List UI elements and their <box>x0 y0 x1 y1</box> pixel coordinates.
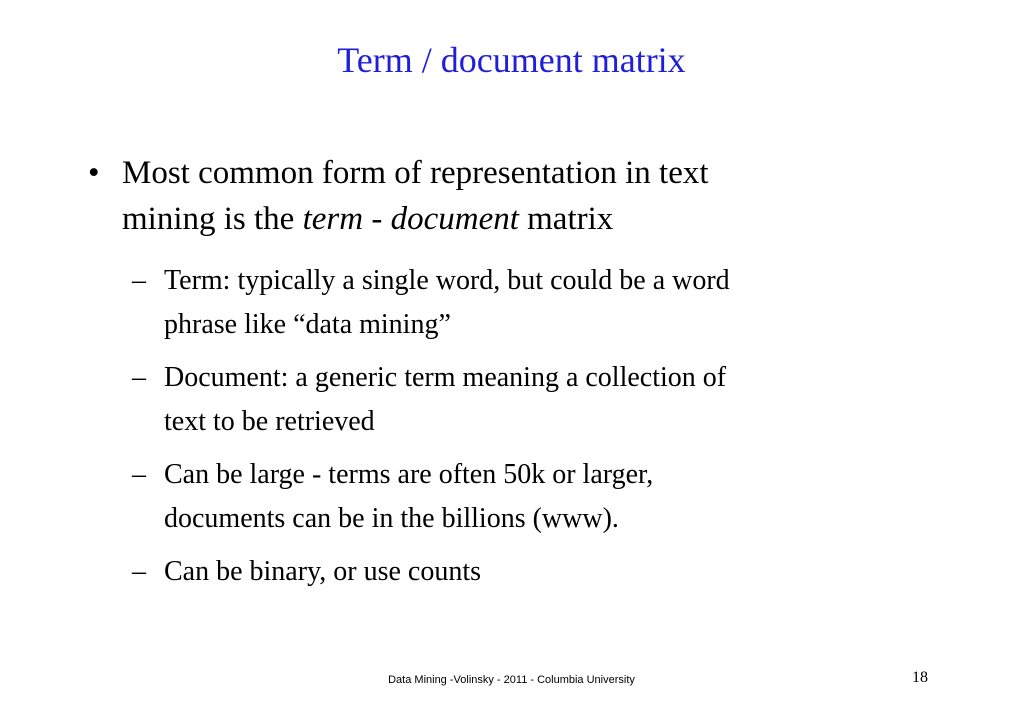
sub-bullet-line2: text to be retrieved <box>164 406 375 437</box>
sub-bullet-size <box>132 453 922 541</box>
sub-bullet-text <box>164 453 922 541</box>
dash-marker: – <box>132 265 146 296</box>
slide-title: Term / document matrix <box>337 40 686 80</box>
main-bullet-separator: - <box>363 201 391 237</box>
sub-bullet-document <box>132 356 922 444</box>
sub-bullet-line2: phrase like “data mining” <box>164 309 451 340</box>
sub-bullet-line1: Can be large - terms are often 50k or larger, <box>164 459 654 490</box>
sub-bullet-line1: Term: typically a single word, but could be a word <box>164 265 730 296</box>
sub-bullet-line2: documents can be in the billions (www). <box>164 503 619 534</box>
sub-bullet-line1: Document: a generic term meaning a collection of <box>164 362 727 393</box>
sub-bullet-term <box>132 259 922 347</box>
dash-marker: – <box>132 459 146 490</box>
sub-bullet-line1: Can be binary, or use counts <box>164 556 481 587</box>
slide-footer: Data Mining -Volinsky - 2011 - Columbia University <box>388 674 635 686</box>
main-bullet-document: document <box>390 201 519 237</box>
main-bullet-line2-suffix: matrix <box>518 201 614 237</box>
main-bullet-term: term <box>302 201 364 237</box>
page-number: 18 <box>912 669 928 686</box>
main-bullet-text <box>122 150 888 242</box>
sub-bullet-binary <box>132 550 922 594</box>
sub-bullet-text <box>164 259 922 347</box>
main-bullet-line2-prefix: mining is the <box>122 201 303 237</box>
bullet-marker: • <box>88 155 100 191</box>
sub-bullet-text <box>164 356 922 444</box>
main-bullet <box>88 150 888 242</box>
sub-bullet-text <box>164 550 922 594</box>
dash-marker: – <box>132 362 146 393</box>
dash-marker: – <box>132 556 146 587</box>
main-bullet-line1: Most common form of representation in text <box>122 155 709 191</box>
